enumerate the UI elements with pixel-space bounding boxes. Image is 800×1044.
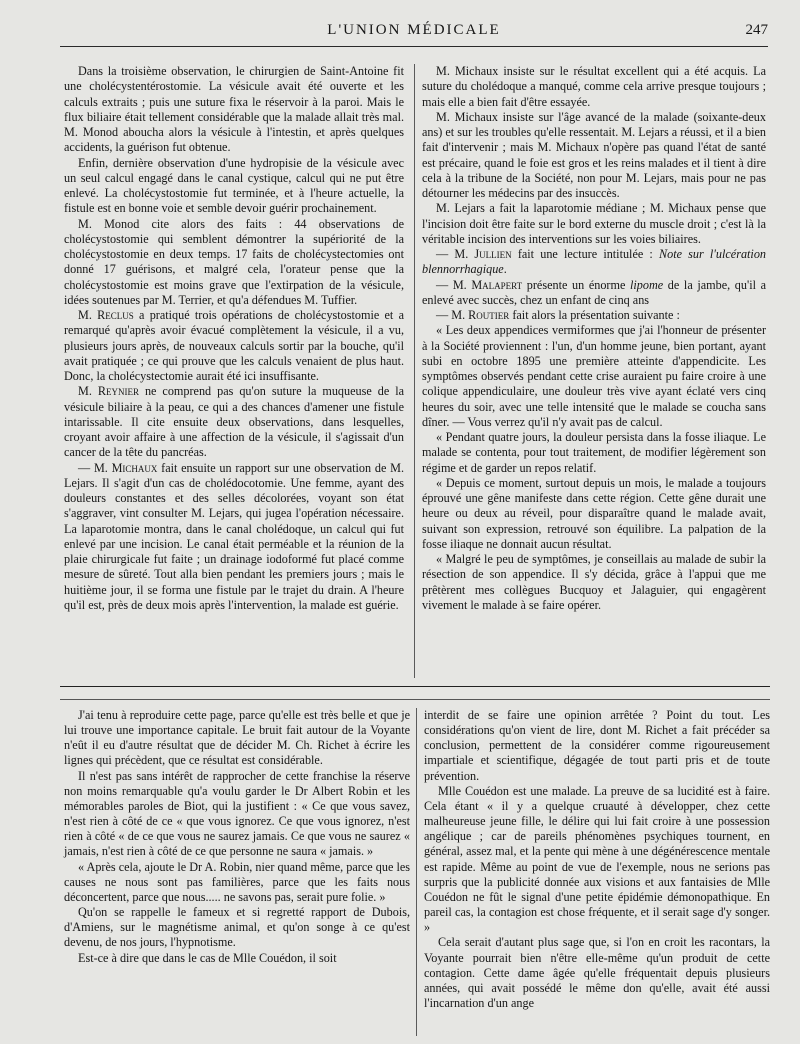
- paragraph: Enfin, dernière observation d'une hydropisie de la vésicule avec un seul calcul engagé dans le canal cystique, calcul qui ne put être enlevé. La cholécystostomie fut terminée, et à l'heure actuelle, la fistule est en bonne voie et semble devoir guérir prochainement.: [64, 155, 404, 216]
- paragraph: — M. Routier fait alors la présentation suivante :: [436, 308, 680, 322]
- paragraph: « Après cela, ajoute le Dr A. Robin, nier quand même, parce que les causes ne nous sont pas familières, parce que les faits nous déconcertent, parce que nous..... ne savons pas, serait pure folie. »: [64, 859, 410, 904]
- page-number: 247: [745, 22, 768, 38]
- left-column: [64, 64, 404, 613]
- lecture-title: Note sur l'ulcération blennorrhagique: [422, 247, 767, 277]
- page-header: [60, 18, 768, 47]
- feuilleton-separator: [60, 686, 770, 700]
- paragraph: M. Reynier ne comprend pas qu'on suture la muqueuse de la vésicule biliaire à la peau, ce qui a des chances d'amener une fistule intarissable. Il cite ensuite deux observations, dans lesquelles, croyant avoir affaire à une affection de la vésicule, il s'agissait d'un cancer de la tête du pancréas.: [64, 384, 404, 460]
- paragraph: interdit de se faire une opinion arrêtée ? Point du tout. Les considérations qu'on vient de lire, dont M. Richet a fait précéder sa conclusion, permettent de la considérer comme rigoureusement impartiale et scientifique, dégagée de tout parti pris et de toute prévention.: [424, 708, 770, 783]
- paragraph: « Pendant quatre jours, la douleur persista dans la fosse iliaque. Le malade se contenta, pour tout traitement, de modifier légèrement son régime et de garder un repos relatif.: [422, 430, 766, 475]
- paragraph: M. Michaux insiste sur le résultat excellent qui a été acquis. La suture du cholédoque a manqué, comme cela arrive presque toujours ; mais elle a bien fait d'être essayée.: [422, 64, 766, 109]
- speaker-name: M. Jullien: [454, 247, 512, 261]
- speaker-name: M. Reynier: [78, 384, 139, 399]
- paragraph: M. Michaux insiste sur l'âge avancé de la malade (soixante-deux ans) et sur les troubles qu'elle ressentait. M. Lejars a réussi, et il a bien fait d'intervenir ; mais M. Michaux n'opère pas quand l'état de santé est précaire, quand le foie est gros et les reins malades et il tient à dire cela à la tribune de la Société, non pour M. Lejars, mais pour ne pas détourner les médecins par des insuccès.: [422, 109, 766, 200]
- column-divider: [414, 64, 415, 678]
- paragraph: — M. Jullien fait une lecture intitulée : Note sur l'ulcération blennorrhagique.: [422, 247, 767, 277]
- paragraph: Mlle Couédon est une malade. La preuve de sa lucidité est à faire. Cela étant « il y a quelque cruauté à développer, chez cette malheureuse jeune fille, le délire qui lui fait croire à une possession angélique ; car de pareils phénomènes psychiques tournent, en général, assez mal, et la pente qui mène à une dégénérescence mentale est rapide. Même au point de vue de l'exemple, nous ne serions pas surpris que la publicité donnée aux visions et aux fantaisies de Mlle Couédon ne fût le signal d'une petite épidémie démonopathique. En pareil cas, la contagion est chose fréquente, et il serait sage d'y songer. »: [424, 783, 770, 935]
- paragraph: Il n'est pas sans intérêt de rapprocher de cette franchise la réserve non moins remarquable qu'a voulu garder le Dr Albert Robin et les mémorables paroles de Biot, qui la justifient : « Ce que vous savez, n'est rien à côté de ce « que vous ignorez. Ce que vous ignorez, n'est rien à côté « de ce que vous ne saurez jamais. Ce que vous ne saurez « jamais, n'est rien à côté de ce que personne ne saura « jamais. »: [64, 768, 410, 859]
- paragraph: « Depuis ce moment, surtout depuis un mois, le malade a toujours éprouvé une gêne manifeste dans cette région. Cette gêne durait une heure ou deux au réveil, pour disparaître quand le malade avait, suivant son expression, retrouvé son équilibre. La palpation de la fosse iliaque ne donnait aucun résultat.: [422, 475, 766, 551]
- speaker-name: M. Michaux: [93, 460, 158, 475]
- column-divider: [416, 708, 417, 1036]
- paragraph: M. Monod cite alors des faits : 44 observations de cholécystostomie qui semblent démontrer la supériorité de la cholécystostomie en deux temps. 17 faits de cholécystectomies ont donné 17 guérisons, et malgré cela, l'orateur pense que la cholécystostomie est moins grave que l'extirpation de la vésicule, idées soutenues par M. Terrier, et qu'a défendues M. Tuffier.: [64, 216, 404, 307]
- paragraph: Est-ce à dire que dans le cas de Mlle Couédon, il soit: [78, 950, 337, 965]
- speaker-name: M. Malapert: [452, 277, 523, 292]
- right-column: [422, 64, 766, 613]
- paragraph: Qu'on se rappelle le fameux et si regretté rapport de Dubois, d'Amiens, sur le magnétisme animal, et qu'on songe à ce qu'est devenu, de nos jours, l'hypnotisme.: [64, 905, 410, 950]
- paragraph: J'ai tenu à reproduire cette page, parce qu'elle est très belle et que je lui trouve une importance capitale. Le bruit fait autour de la Voyante n'eût il eu d'autre résultat que de décider M. Ch. Richet à écrire les lignes qui précèdent, que ce résultat est considérable.: [64, 708, 410, 768]
- speaker-name: M. Routier: [451, 308, 510, 322]
- speaker-name: M. Reclus: [78, 308, 134, 322]
- paragraph: « Malgré le peu de symptômes, je conseillais au malade de subir la résection de son appendice. Il s'y décida, grâce à l'appui que me prêtèrent mes collègues Bucquoy et Jalaguier, qui engagèrent vivement le malade à se faire opérer.: [422, 552, 766, 612]
- paragraph: « Les deux appendices vermiformes que j'ai l'honneur de présenter à la Société proviennent : l'un, d'un homme jeune, bien portant, ayant subi en octobre 1895 une première atteinte d'appendicite. Les symptômes observés pendant cette crise auraient pu faire croire à une colique appendiculaire, une douleur très vive ayant éclaté vers cinq heures du soir, avec une telle intensité que le malade se coucha sans dîner. — Vous verrez qu'il n'y avait pas de calcul.: [422, 323, 766, 429]
- paragraph: M. Lejars a fait la laparotomie médiane ; M. Michaux pense que l'incision doit être faite sur le bord externe du muscle droit ; c'est là la véritable incision des interventions sur les voies biliaires.: [422, 201, 766, 246]
- right-column: [424, 708, 770, 1011]
- paragraph: M. Reclus a pratiqué trois opérations de cholécystostomie et a remarqué qu'après avoir évacué complètement la vésicule, il a vu, plusieurs jours après, de nouveaux calculs sortir par la bouche, qu'il avait pratiquée ; ce qui prouve que les calculs venaient de plus haut. Donc, la cholécystectomie aurait été ici insuffisante.: [64, 308, 404, 383]
- left-column: [64, 708, 410, 966]
- paragraph: Cela serait d'autant plus sage que, si l'on en croit les racontars, la Voyante pourrait bien n'être elle-même qu'un produit de cette contagion. Cette dame âgée qu'elle fréquentait depuis plusieurs années, qui avait possédé le même don qu'elle, avait été aussi l'incarnation d'un ange: [424, 935, 770, 1010]
- paragraph: Dans la troisième observation, le chirurgien de Saint-Antoine fit une cholécystentérostomie. La vésicule avait été ouverte et les calculs extraits ; puis une suture fixa le réservoir à la paroi. Mais le flux biliaire était tellement considérable que la malade allait très mal. M. Monod aboucha alors la vésicule à l'intestin, et après quelques accidents, la guérison fut obtenue.: [64, 64, 404, 155]
- paragraph: — M. Michaux fait ensuite un rapport sur une observation de M. Lejars. Il s'agit d'un cas de cholédocotomie. Une femme, ayant des douleurs constantes et des selles décolorées, voyant son état s'aggraver, vint consulter M. Lejars, qui jugea l'opération nécessaire. La laparotomie montra, dans le canal cholédoque, un calcul qui fut enlevé par une incision. Le canal était perméable et la réunion de la plaie chirurgicale fut faite ; un drainage iodoformé fut placé comme mesure de sûreté. Tout alla bien pendant les premiers jours ; mais le huitième jour, il se forma une fistule par le trajet du drain. A l'heure qu'il est, près de deux mois après l'intervention, la malade est guérie.: [64, 460, 405, 612]
- paragraph: — M. Malapert présente un énorme lipome de la jambe, qu'il a enlevé avec succès, chez un enfant de cinq ans: [422, 277, 766, 307]
- running-title: L'UNION MÉDICALE: [327, 22, 501, 38]
